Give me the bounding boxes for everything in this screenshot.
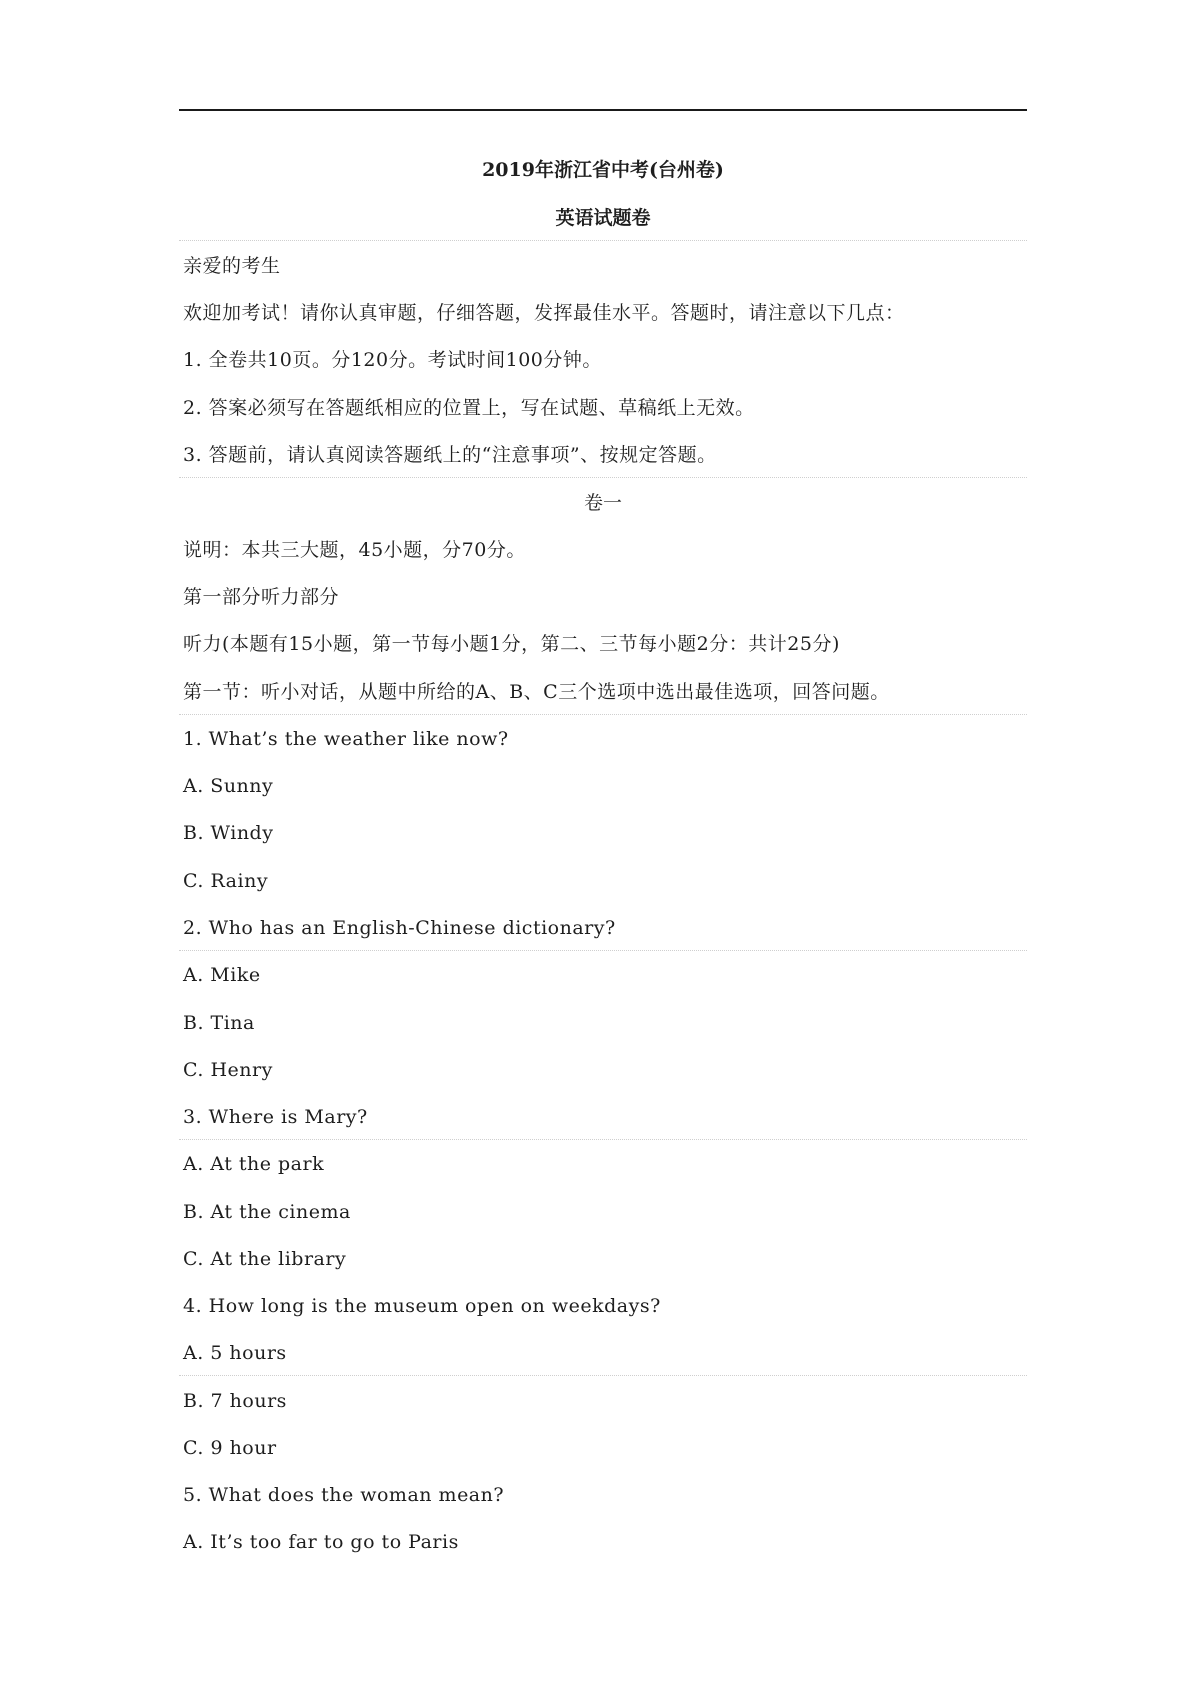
- note-2: 2. 答案必须写在答题纸相应的位置上，写在试题、草稿纸上无效。: [183, 397, 755, 419]
- q2-option-b: B. Tina: [183, 1012, 255, 1034]
- q1-option-c: C. Rainy: [183, 870, 269, 892]
- note-3: 3. 答题前，请认真阅读答题纸上的“注意事项”、按规定答题。: [183, 444, 717, 466]
- dotted-divider: [179, 1139, 1027, 1140]
- q3-option-b: B. At the cinema: [183, 1201, 351, 1223]
- q4-option-c: C. 9 hour: [183, 1437, 277, 1459]
- note-1: 1. 全卷共10页。分120分。考试时间100分钟。: [183, 349, 602, 371]
- q3-option-a: A. At the park: [183, 1153, 325, 1175]
- q2-option-c: C. Henry: [183, 1059, 273, 1081]
- section-instruction: 第一节：听小对话，从题中所给的A、B、C三个选项中选出最佳选项，回答问题。: [183, 681, 890, 703]
- listening-info: 听力(本题有15小题，第一节每小题1分，第二、三节每小题2分：共计25分): [183, 633, 840, 655]
- part-heading: 第一部分听力部分: [183, 586, 340, 608]
- welcome-text: 欢迎加考试！请你认真审题，仔细答题，发挥最佳水平。答题时，请注意以下几点：: [183, 302, 905, 324]
- q4-option-a: A. 5 hours: [183, 1342, 287, 1364]
- q5-option-a: A. It’s too far to go to Paris: [183, 1531, 459, 1553]
- question-1: 1. What’s the weather like now?: [183, 728, 509, 750]
- section-name: 卷一: [583, 492, 622, 514]
- exam-title: 2019年浙江省中考(台州卷): [482, 159, 724, 181]
- question-4: 4. How long is the museum open on weekdays?: [183, 1295, 661, 1317]
- q3-option-c: C. At the library: [183, 1248, 347, 1270]
- dotted-divider: [179, 477, 1027, 478]
- q1-option-b: B. Windy: [183, 822, 274, 844]
- q2-option-a: A. Mike: [183, 964, 261, 986]
- q1-option-a: A. Sunny: [183, 775, 274, 797]
- dotted-divider: [179, 1375, 1027, 1376]
- greeting: 亲爱的考生: [183, 255, 281, 277]
- question-3: 3. Where is Mary?: [183, 1106, 368, 1128]
- top-rule: [179, 109, 1027, 111]
- exam-subtitle: 英语试题卷: [555, 207, 651, 229]
- section-description: 说明：本共三大题，45小题，分70分。: [183, 539, 526, 561]
- dotted-divider: [179, 950, 1027, 951]
- dotted-divider: [179, 714, 1027, 715]
- dotted-divider: [179, 240, 1027, 241]
- question-2: 2. Who has an English-Chinese dictionary?: [183, 917, 616, 939]
- question-5: 5. What does the woman mean?: [183, 1484, 505, 1506]
- q4-option-b: B. 7 hours: [183, 1390, 287, 1412]
